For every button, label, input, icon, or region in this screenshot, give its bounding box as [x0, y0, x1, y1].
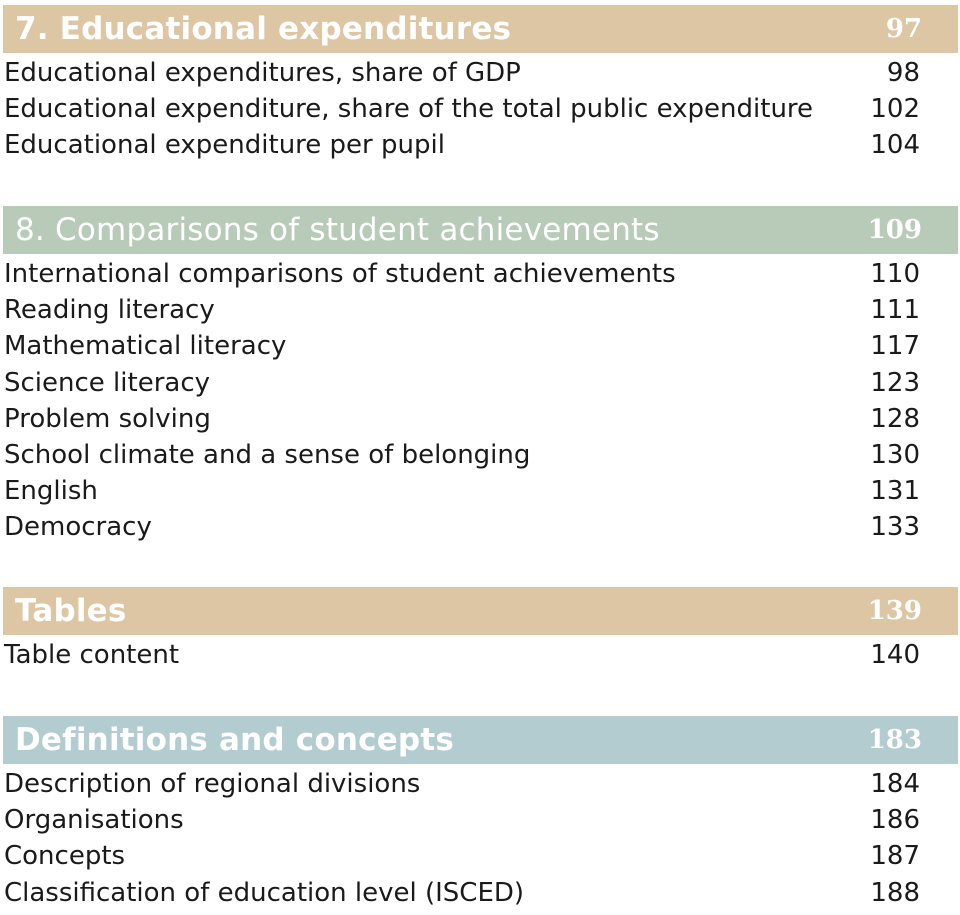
section-header[interactable] [3, 587, 958, 635]
entry-page-number: 117 [870, 331, 920, 362]
entry-label: Concepts [4, 841, 126, 872]
entry-label: International comparisons of student achievements [4, 259, 676, 290]
entry-label: Classification of education level (ISCED) [4, 877, 525, 908]
toc-entry[interactable] [0, 637, 960, 673]
entry-page-number: 131 [870, 476, 920, 507]
entry-label: Mathematical literacy [4, 331, 287, 362]
entry-page-number: 102 [870, 94, 920, 125]
section-page-number: 183 [867, 725, 922, 755]
entry-page-number: 187 [870, 841, 920, 872]
section-title: 7. Educational expenditures [15, 11, 512, 47]
section-page-number: 97 [885, 14, 922, 44]
toc-entry[interactable] [0, 292, 960, 328]
section-definitions-and-concepts [0, 716, 960, 911]
entry-page-number: 130 [870, 440, 920, 471]
entry-page-number: 188 [870, 877, 920, 908]
entry-page-number: 186 [870, 805, 920, 836]
entry-page-number: 98 [886, 58, 920, 89]
section-comparisons-of-student-achievements [0, 206, 960, 546]
entry-page-number: 140 [870, 640, 920, 671]
toc-entry[interactable] [0, 473, 960, 509]
section-title: Definitions and concepts [15, 722, 454, 758]
toc-entry[interactable] [0, 509, 960, 545]
entry-page-number: 104 [870, 130, 920, 161]
entry-page-number: 184 [870, 769, 920, 800]
entry-list [0, 256, 960, 546]
entry-label: Table content [4, 640, 180, 671]
section-header[interactable] [3, 206, 958, 254]
section-tables [0, 587, 960, 673]
section-page-number: 109 [867, 215, 922, 245]
entry-label: Reading literacy [4, 295, 215, 326]
section-educational-expenditures [0, 5, 960, 164]
entry-label: Educational expenditure per pupil [4, 130, 445, 161]
toc-entry[interactable] [0, 766, 960, 802]
section-header[interactable] [3, 716, 958, 764]
toc-entry[interactable] [0, 802, 960, 838]
entry-page-number: 123 [870, 367, 920, 398]
entry-label: Description of regional divisions [4, 769, 421, 800]
toc-entry[interactable] [0, 875, 960, 911]
section-title: 8. Comparisons of student achievements [15, 212, 660, 248]
section-page-number: 139 [867, 596, 922, 626]
entry-label: Democracy [4, 512, 152, 543]
toc-entry[interactable] [0, 401, 960, 437]
toc-entry[interactable] [0, 256, 960, 292]
entry-label: Educational expenditures, share of GDP [4, 58, 521, 89]
toc-entry[interactable] [0, 328, 960, 364]
toc-entry[interactable] [0, 838, 960, 874]
entry-list [0, 766, 960, 911]
entry-label: Organisations [4, 805, 184, 836]
entry-page-number: 128 [870, 403, 920, 434]
entry-label: Problem solving [4, 403, 211, 434]
entry-page-number: 110 [870, 259, 920, 290]
toc-entry[interactable] [0, 437, 960, 473]
entry-page-number: 111 [870, 295, 920, 326]
entry-page-number: 133 [870, 512, 920, 543]
section-title: Tables [15, 593, 127, 629]
toc-entry[interactable] [0, 365, 960, 401]
toc-entry[interactable] [0, 91, 960, 127]
entry-label: Educational expenditure, share of the total public expenditure [4, 94, 814, 125]
entry-label: School climate and a sense of belonging [4, 440, 531, 471]
entry-list [0, 637, 960, 673]
section-header[interactable] [3, 5, 958, 53]
entry-label: English [4, 476, 98, 507]
toc-entry[interactable] [0, 55, 960, 91]
entry-label: Science literacy [4, 367, 210, 398]
toc-entry[interactable] [0, 127, 960, 163]
entry-list [0, 55, 960, 164]
